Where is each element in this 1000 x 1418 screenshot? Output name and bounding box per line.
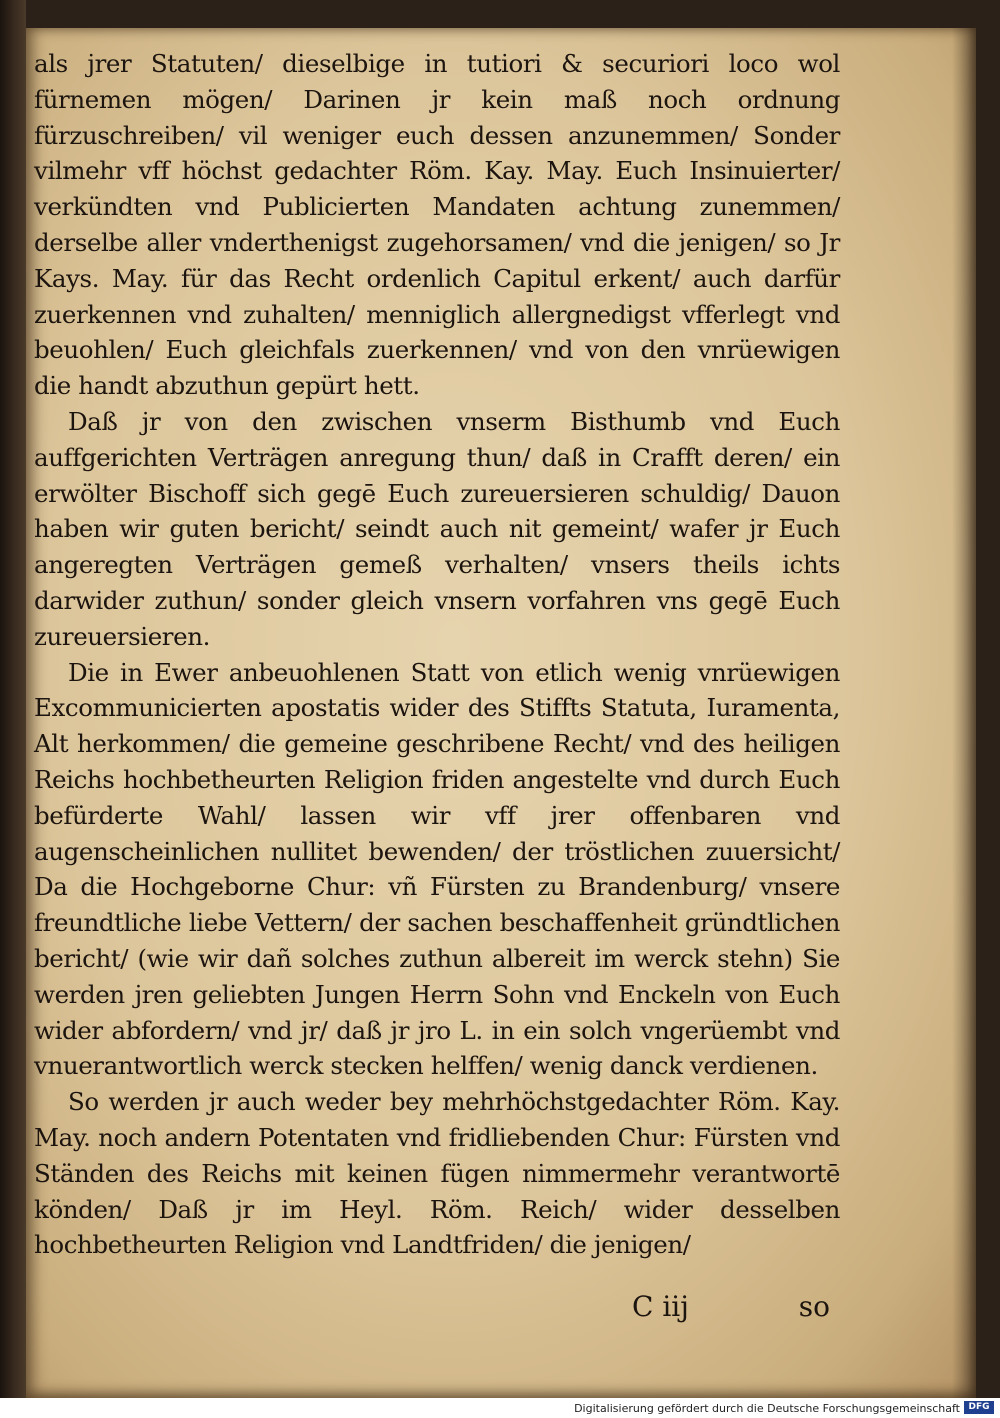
signature-mark: C iij [632, 1290, 689, 1323]
digitization-footer [0, 1398, 1000, 1418]
catchword: so [798, 1290, 830, 1323]
paragraph-4: So werden jr auch weder bey mehrhöchstgedachter Röm. Kay. May. noch andern Potentaten vnd fridliebenden Chur: Fürsten vnd Ständen des Reichs mit keinen fügen nimmermehr verantwortē könden/ Daß jr im Heyl. Röm. Reich/ wider desselben hochbetheurten Religion vnd Landtfriden/ die jenigen/ [34, 1087, 840, 1260]
page-catchline [34, 1290, 840, 1330]
book-page [26, 28, 976, 1398]
book-board-edge [0, 0, 26, 1398]
paragraph-1: als jrer Statuten/ dieselbige in tutiori & securiori loco wol fürnemen mögen/ Darinen jr kein maß noch ordnung fürzuschreiben/ vil weniger euch dessen anzunemmen/ Sonder vilmehr vff höchst gedachter Röm. Kay. May. Euch Insinuierter/ verkündten vnd Publicierten Mandaten achtung zunemmen/ derselbe aller vnderthenigst zugehorsamen/ vnd die jenigen/ so Jr Kays. May. für das Recht ordenlich Capitul erkent/ auch darfür zuerkennen vnd zuhalten/ menniglich allergnedigst vfferlegt vnd beuohlen/ Euch gleichfals zuerkennen/ vnd von den vnrüewigen die handt abzuthun gepürt hett. [34, 49, 840, 401]
footer-credit: Digitalisierung gefördert durch die Deutsche Forschungsgemeinschaft [574, 1402, 960, 1415]
dfg-logo-icon: DFG [964, 1401, 994, 1414]
paragraph-2: Daß jr von den zwischen vnserm Bisthumb vnd Euch auffgerichten Verträgen anregung thun/ daß in Crafft deren/ ein erwölter Bischoff sich gegē Euch zureuersieren schuldig/ Dauon haben wir guten bericht/ seindt auch nit gemeint/ wafer jr Euch angeregten Verträgen gemeß verhalten/ vnsers theils ichts darwider zuthun/ sonder gleich vnsern vorfahren vns gegē Euch zureuersieren. [34, 406, 840, 651]
paragraph-3: Die in Ewer anbeuohlenen Statt von etlich wenig vnrüewigen Excommunicierten apostatis wider des Stiffts Statuta, Iuramenta, Alt herkommen/ die gemeine geschribene Recht/ vnd des heiligen Reichs hochbetheurten Religion friden angestelte vnd durch Euch befürderte Wahl/ lassen wir vff jrer offenbaren vnd augenscheinlichen nullitet bewenden/ der tröstlichen zuuersicht/ Da die Hochgeborne Chur: vñ Fürsten zu Brandenburg/ vnsere freundtliche liebe Vettern/ der sachen beschaffenheit gründtlichen bericht/ (wie wir dañ solches zuthun albereit im werck stehn) Sie werden jren geliebten Jungen Herrn Sohn vnd Enckeln von Euch wider abfordern/ vnd jr/ daß jr jro L. in ein solch vngerüembt vnd vnuerantwortlich werck stecken helffen/ wenig danck verdienen. [34, 657, 840, 1081]
body-text [34, 46, 840, 1263]
page-gutter-shadow [952, 28, 976, 1398]
